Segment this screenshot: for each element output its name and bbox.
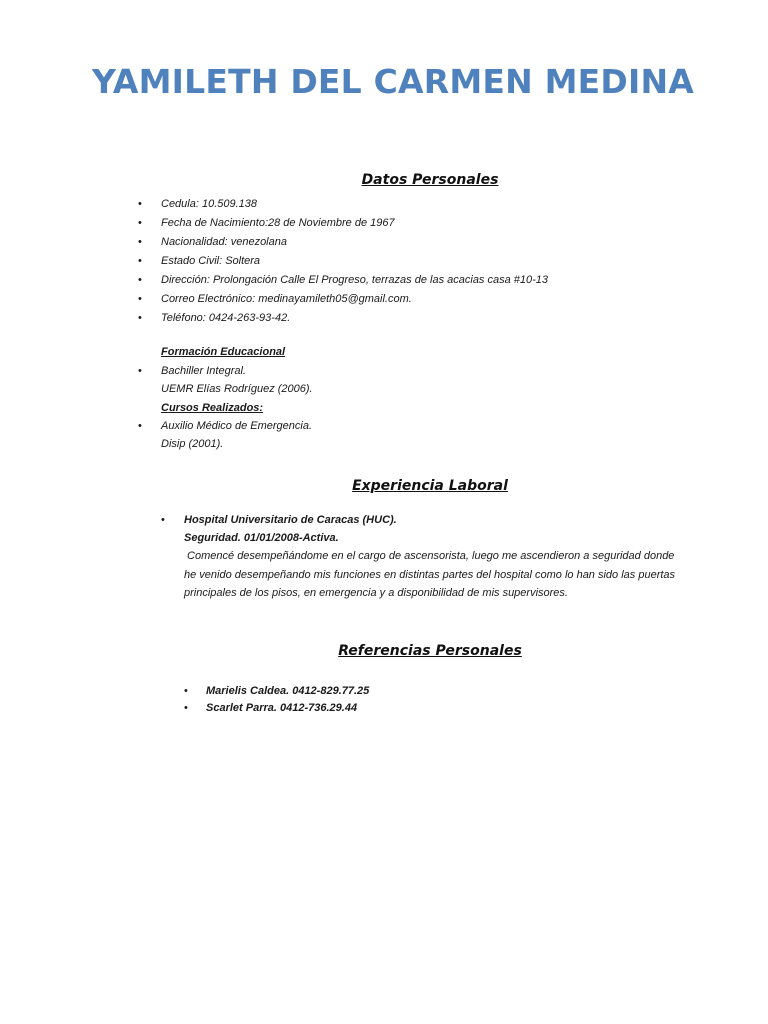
bullet-icon: •	[138, 274, 142, 286]
position: Seguridad. 01/01/2008-Activa.	[184, 532, 339, 544]
list-item	[138, 214, 548, 233]
fecha-nacimiento: Fecha de Nacimiento:28 de Noviembre de 1967	[161, 217, 395, 229]
formacion-item-line2: UEMR Elías Rodríguez (2006).	[161, 383, 313, 395]
bullet-icon: •	[138, 236, 142, 248]
referencia-2: Scarlet Parra. 0412-736.29.44	[206, 702, 358, 714]
referencias-heading: Referencias Personales	[338, 643, 522, 659]
list-item	[138, 233, 548, 252]
bullet-icon: •	[184, 702, 188, 714]
experiencia-desc-line3: principales de los pisos, en emergencia y a disponibilidad de mis supervisores.	[184, 587, 568, 599]
correo: Correo Electrónico: medinayamileth05@gmail.com.	[161, 293, 412, 305]
direccion: Dirección: Prolongación Calle El Progreso, terrazas de las acacias casa #10-13	[161, 274, 549, 286]
bullet-icon: •	[138, 255, 142, 267]
cedula: Cedula: 10.509.138	[161, 198, 258, 210]
employer: Hospital Universitario de Caracas (HUC).	[184, 514, 397, 526]
bullet-icon: •	[138, 365, 142, 377]
bullet-icon: •	[161, 514, 165, 526]
list-item	[138, 195, 548, 214]
list-item	[138, 252, 548, 271]
experiencia-heading: Experiencia Laboral	[352, 478, 508, 494]
list-item	[138, 271, 549, 290]
bullet-icon: •	[138, 293, 142, 305]
telefono: Teléfono: 0424-263-93-42.	[161, 312, 291, 324]
cursos-item-line1: Auxilio Médico de Emergencia.	[161, 420, 313, 432]
datos-personales-list	[138, 195, 549, 328]
list-item	[138, 290, 548, 309]
bullet-icon: •	[184, 685, 188, 697]
bullet-icon: •	[138, 198, 142, 210]
datos-personales-heading: Datos Personales	[361, 172, 499, 188]
referencia-1: Marielis Caldea. 0412-829.77.25	[206, 685, 370, 697]
cursos-item-line2: Disip (2001).	[161, 438, 224, 450]
cursos-heading: Cursos Realizados:	[161, 402, 264, 414]
bullet-icon: •	[138, 217, 142, 229]
bullet-icon: •	[138, 312, 142, 324]
formacion-heading: Formación Educacional	[161, 346, 286, 358]
nacionalidad: Nacionalidad: venezolana	[161, 236, 287, 248]
candidate-name: YAMILETH DEL CARMEN MEDINA	[91, 62, 695, 101]
bullet-icon: •	[138, 420, 142, 432]
estado-civil: Estado Civil: Soltera	[161, 255, 261, 267]
list-item	[138, 309, 548, 328]
formacion-item-line1: Bachiller Integral.	[161, 365, 246, 377]
experiencia-desc-line1: Comencé desempeñándome en el cargo de ascensorista, luego me ascendieron a seguridad donde	[184, 550, 675, 562]
experiencia-desc-line2: he venido desempeñando mis funciones en distintas partes del hospital como lo han sido las puertas	[184, 569, 676, 581]
